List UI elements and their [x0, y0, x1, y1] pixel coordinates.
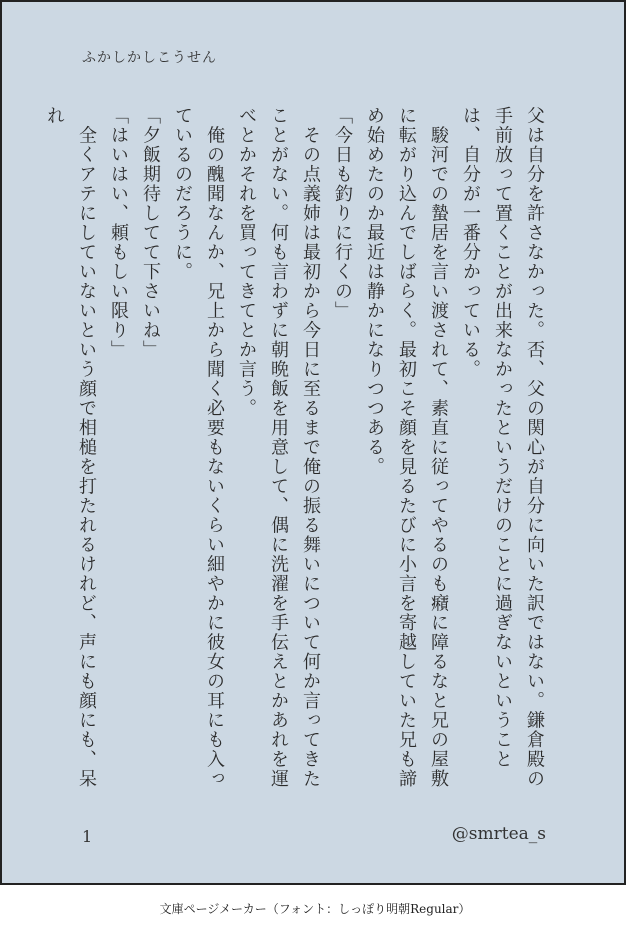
author-handle: @smrtea_s	[451, 824, 546, 844]
dialogue-line: 「夕飯期待してて下さいね」	[140, 106, 161, 360]
footer-caption: 文庫ページメーカー（フォント：しっぽり明朝Regular）	[159, 902, 471, 916]
vertical-body-text	[38, 106, 550, 796]
paragraph: 父は自分を許さなかった。否、父の関心が自分に向いた訳ではない。鎌倉殿の手前放って置くことが出来なかったというだけのことに過ぎないということは、自分が一番分かっている。	[460, 106, 545, 789]
paragraph: その点義姉は最初から今日に至るまで俺の振る舞いについて何か言ってきたことがない。何も言わずに朝晩飯を用意して、偶に洗濯を手伝えとかあれを運べとかそれを買ってきてとか言う。	[236, 106, 321, 789]
dialogue-line: 「はいはい、頼もしい限り」	[108, 106, 129, 360]
paragraph: 全くアテにしていないという顔で相槌を打たれるけれど、声にも顔にも、呆れ	[44, 106, 97, 789]
page-number: 1	[82, 827, 93, 846]
running-title: ふかしかしこうせん	[82, 50, 217, 66]
paragraph: 駿河での蟄居を言い渡されて、素直に従ってやるのも癪に障るなと兄の屋敷に転がり込んでしばらく。最初こそ顔を見るたびに小言を寄越していた兄も諦め始めたのか最近は静かになりつつある。	[364, 106, 449, 789]
paragraph: 俺の醜聞なんか、兄上から聞く必要もないくらい細やかに彼女の耳にも入っているのだろうに。	[172, 106, 225, 789]
dialogue-line: 「今日も釣りに行くの」	[332, 106, 353, 321]
